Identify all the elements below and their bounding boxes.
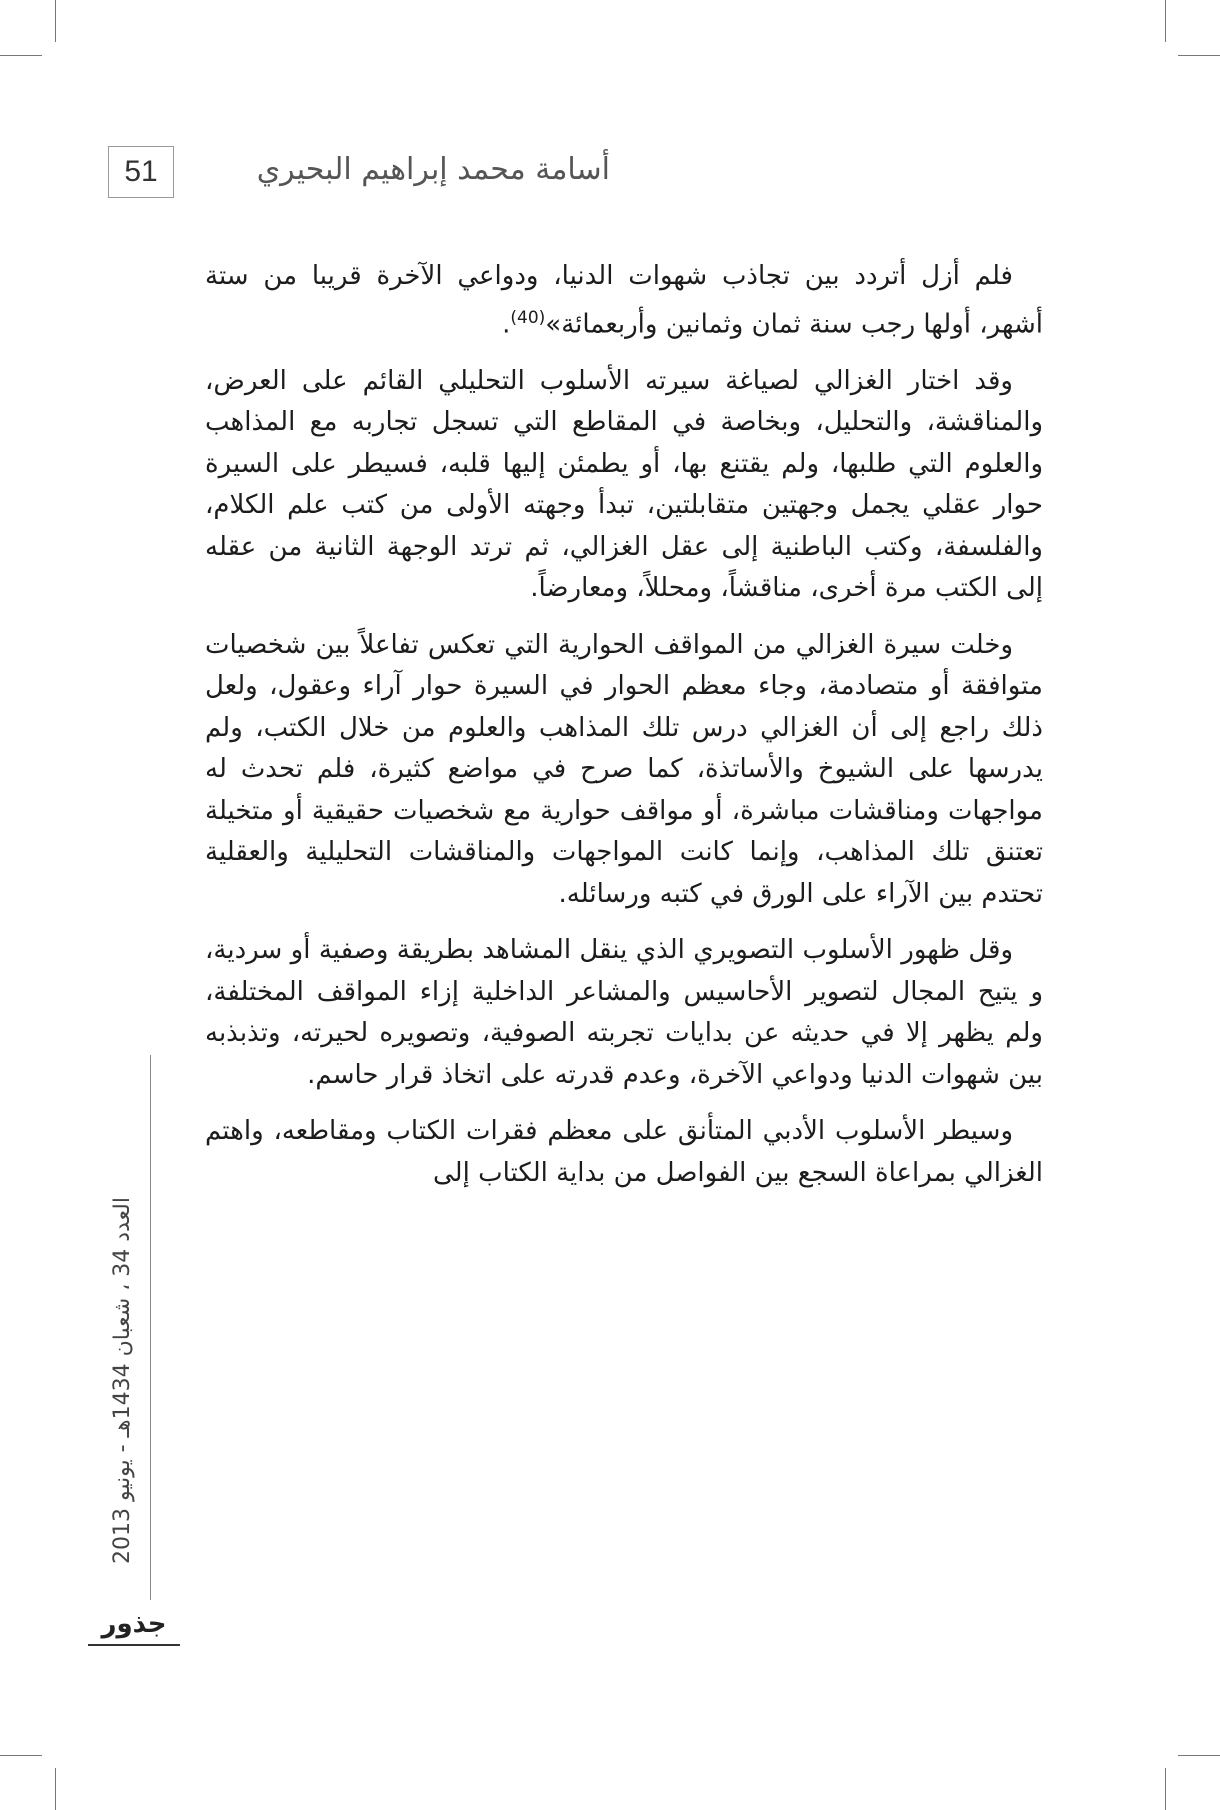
crop-mark <box>1165 0 1166 42</box>
paragraph-end: . <box>502 309 511 340</box>
crop-mark <box>55 0 56 42</box>
paragraph: وقد اختار الغزالي لصياغة سيرته الأسلوب التحليلي القائم على العرض، والمناقشة، والتحليل، وبخاصة في المقاطع التي تسجل تجاربه مع المذاهب والعلوم التي طلبها، ولم يقتنع بها، أو يطمئن إليها قلبه، فسيطر على السيرة حوار عقلي يجمل وجهتين متقابلتين، تبدأ وجهته الأولى من كتب علم الكلام، والفلسفة، وكتب الباطنية إلى عقل الغزالي، ثم ترتد الوجهة الثانية من عقله إلى الكتب مرة أخرى، مناقشاً، ومحللاً، ومعارضاً. <box>205 365 1043 604</box>
page-number: 51 <box>108 146 174 198</box>
crop-mark <box>1178 1755 1220 1756</box>
journal-logo: جذور <box>88 1604 180 1646</box>
crop-mark <box>1178 55 1220 56</box>
article-body <box>205 256 1043 1209</box>
paragraph <box>205 256 1043 346</box>
footnote-ref: (40) <box>510 307 546 328</box>
running-header-author: أسامة محمد إبراهيم البحيري <box>256 152 610 187</box>
paragraph: وقل ظهور الأسلوب التصويري الذي ينقل المشاهد بطريقة وصفية أو سردية، و يتيح المجال لتصوير الأحاسيس والمشاعر الداخلية إزاء المواقف المختلفة، ولم يظهر إلا في حديثه عن بدايات تجربته الصوفية، وتصويره لحيرته، وتذبذبه بين شهوات الدنيا ودواعي الآخرة، وعدم قدرته على اتخاذ قرار حاسم. <box>205 935 1043 1090</box>
crop-mark <box>0 1755 42 1756</box>
paragraph: وخلت سيرة الغزالي من المواقف الحوارية التي تعكس تفاعلاً بين شخصيات متوافقة أو متصادمة، وجاء معظم الحوار في السيرة حوار آراء وعقول، ولعل ذلك راجع إلى أن الغزالي درس تلك المذاهب والعلوم من خلال الكتب، ولم يدرسها على الشيوخ والأساتذة، كما صرح في مواضع كثيرة، فلم تحدث له مواجهات ومناقشات مباشرة، أو مواقف حوارية مع شخصيات حقيقية أو متخيلة تعتنق تلك المذاهب، وإنما كانت المواجهات والمناقشات التحليلية والعقلية تحتدم بين الآراء على الورق في كتبه ورسائله. <box>205 629 1043 909</box>
issue-info: العدد 34 ، شعبان 1434هـ - يونيو 2013 <box>110 1197 135 1564</box>
paragraph: وسيطر الأسلوب الأدبي المتأنق على معظم فقرات الكتاب ومقاطعه، واهتم الغزالي بمراعاة السجع بين الفواصل من بداية الكتاب إلى <box>205 1116 1043 1188</box>
crop-mark <box>0 55 42 56</box>
crop-mark <box>1165 1768 1166 1810</box>
paragraph-text: فلم أزل أتردد بين تجاذب شهوات الدنيا، ودواعي الآخرة قريبا من ستة أشهر، أولها رجب سنة ثمان وثمانين وأربعمائة» <box>205 261 1043 340</box>
crop-mark <box>55 1768 56 1810</box>
sidebar-divider <box>150 1055 151 1600</box>
